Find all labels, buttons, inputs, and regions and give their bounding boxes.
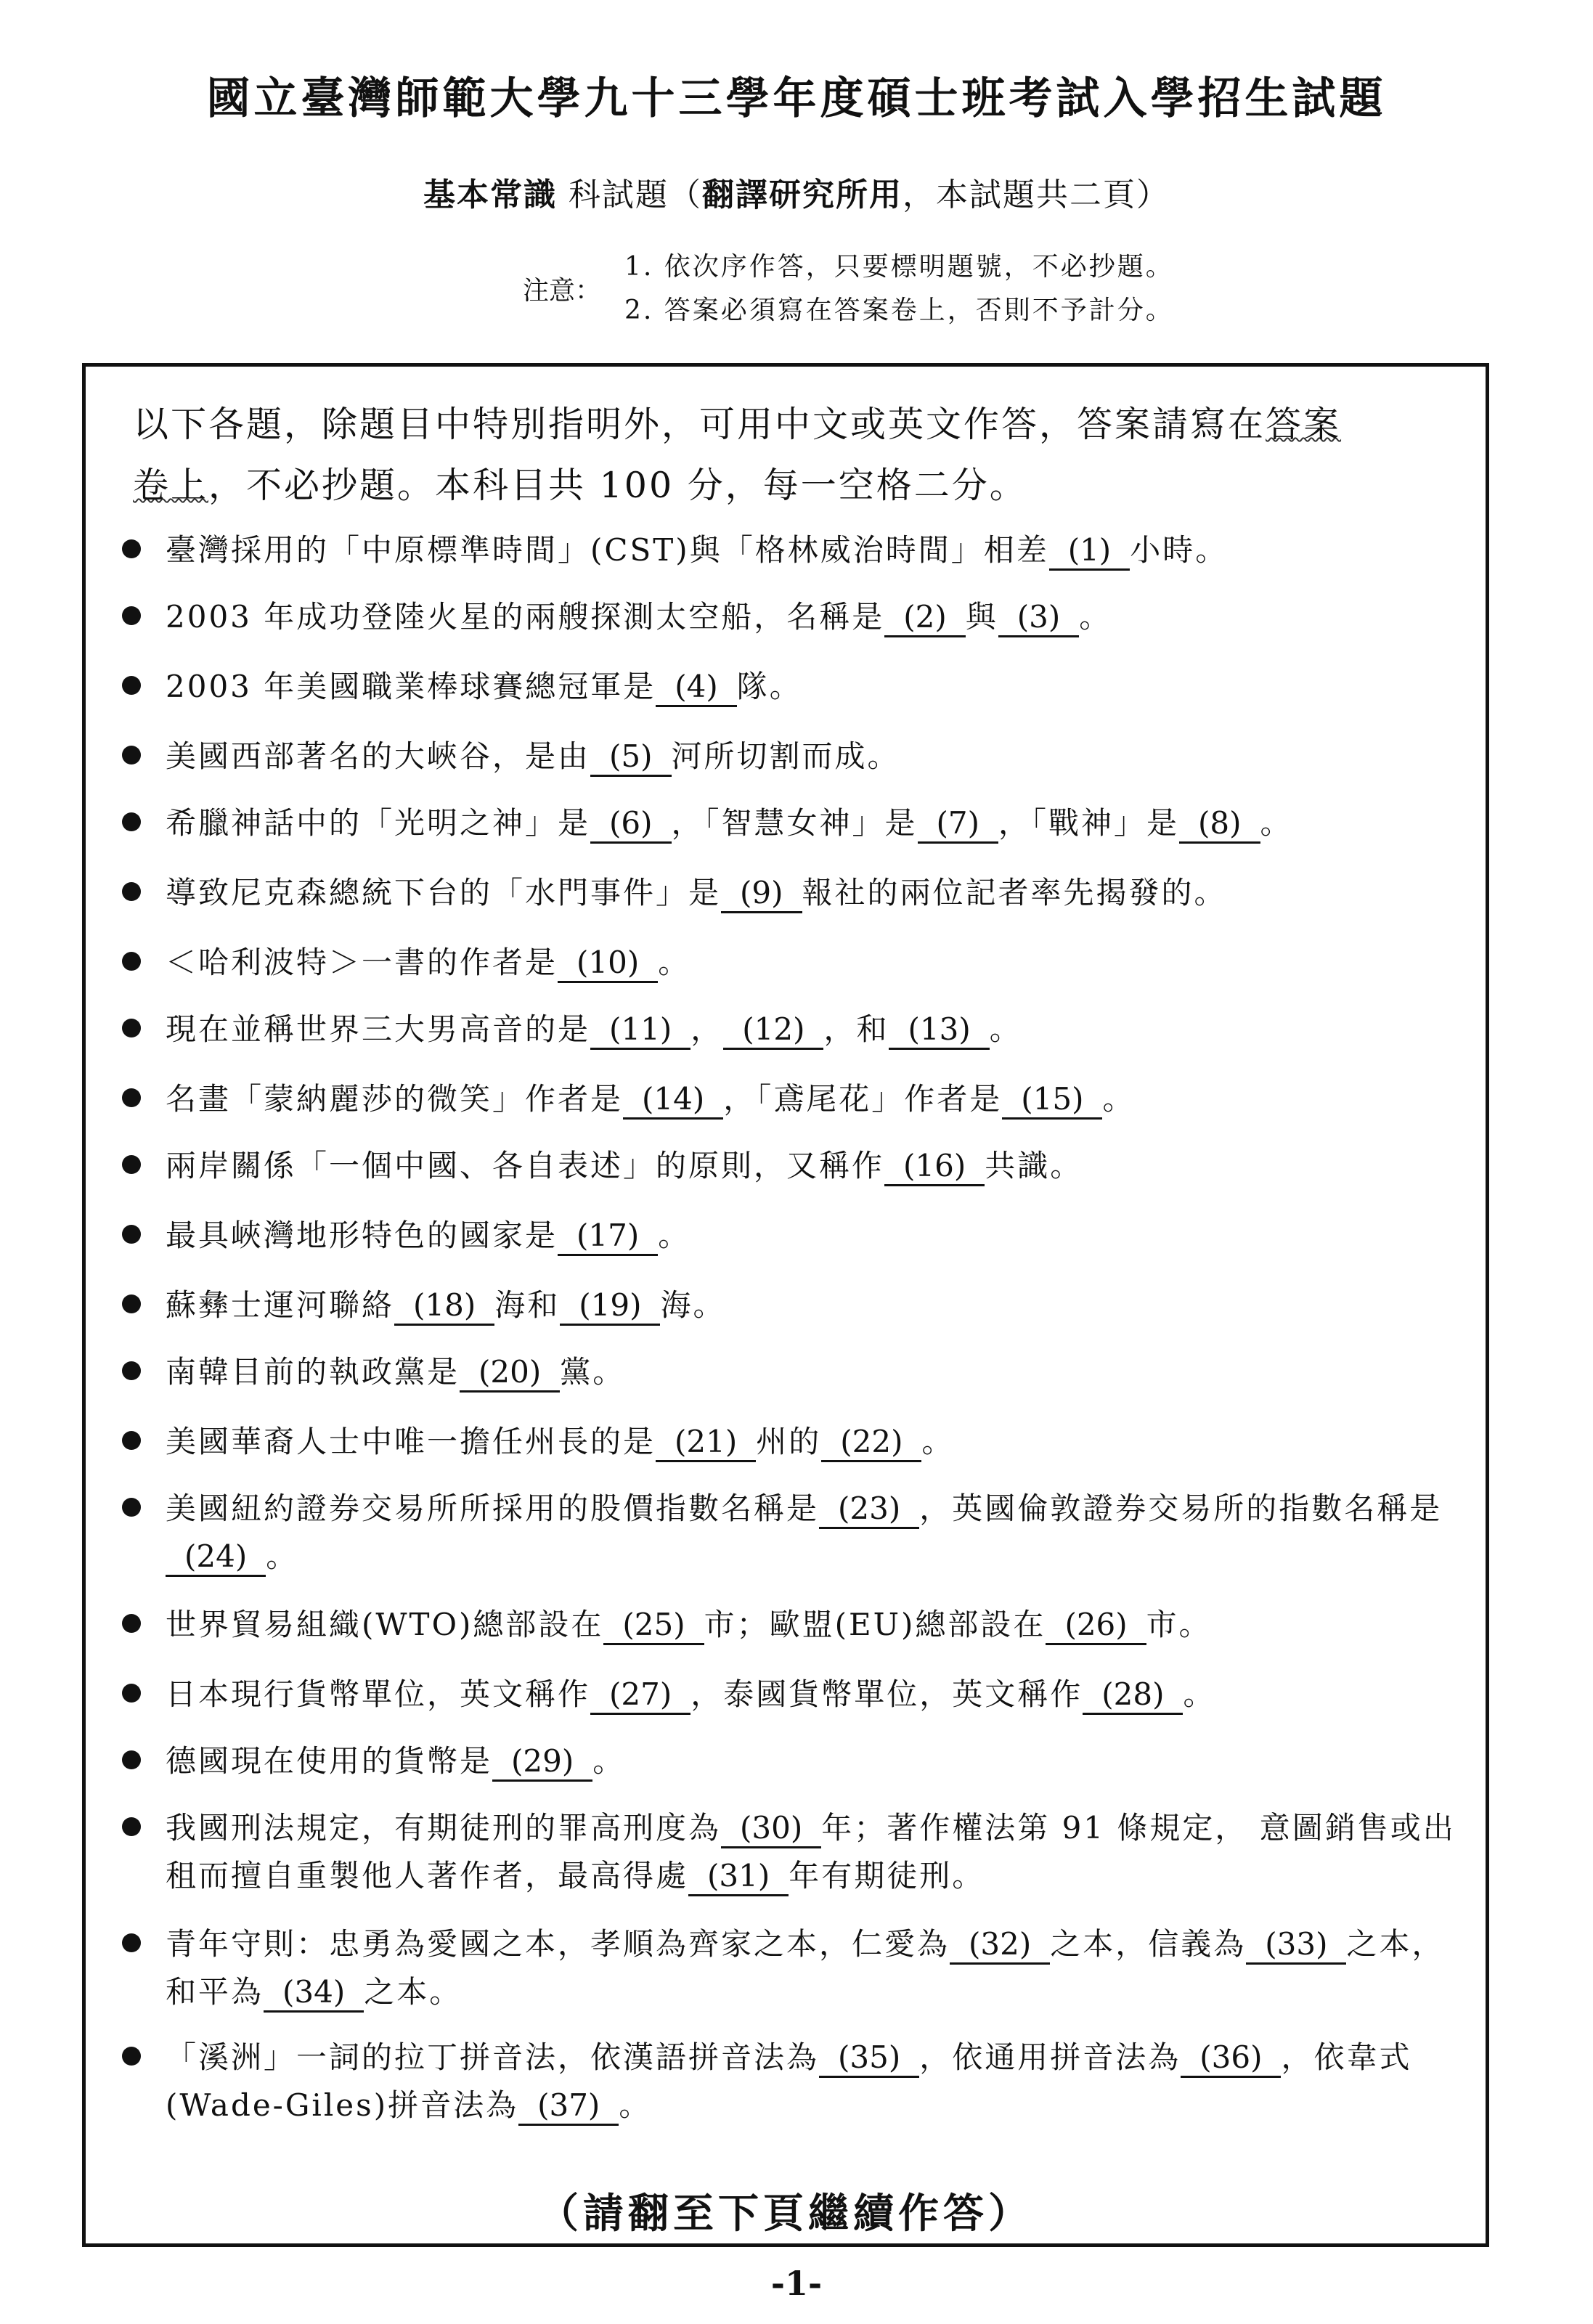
question-fragment: 年有期徒刑。 bbox=[789, 1858, 985, 1893]
question-fragment: 。 bbox=[592, 1743, 626, 1779]
bullet-icon bbox=[122, 1750, 141, 1769]
answer-blank: (3) bbox=[998, 599, 1080, 637]
answer-blank: (26) bbox=[1046, 1607, 1146, 1645]
question-fragment: 名畫「蒙納麗莎的微笑」作者是 bbox=[166, 1081, 624, 1117]
question-text bbox=[166, 1348, 1465, 1396]
question-fragment: 之本，和平為 bbox=[166, 1926, 1445, 2010]
bullet-icon bbox=[122, 1088, 141, 1107]
bullet-icon bbox=[122, 1019, 141, 1037]
question-text bbox=[166, 1671, 1465, 1718]
bullet-icon bbox=[122, 1361, 141, 1380]
bullet-icon bbox=[122, 676, 141, 695]
question-text bbox=[166, 1142, 1465, 1190]
question-item bbox=[122, 1075, 1465, 1123]
question-fragment: 「溪洲」一詞的拉丁拼音法，依漢語拼音法為 bbox=[166, 2039, 820, 2075]
answer-blank: (4) bbox=[656, 669, 737, 707]
question-fragment: 世界貿易組織(WTO)總部設在 bbox=[166, 1607, 604, 1642]
continue-note: （請翻至下頁繼續作答） bbox=[538, 2190, 1033, 2238]
question-fragment: 兩岸關係「一個中國、各自表述」的原則，又稱作 bbox=[166, 1148, 885, 1183]
question-fragment: 青年守則：忠勇為愛國之本，孝順為齊家之本，仁愛為 bbox=[166, 1926, 950, 1962]
question-fragment: ， bbox=[690, 1011, 724, 1047]
answer-blank: (16) bbox=[884, 1148, 985, 1186]
question-item bbox=[122, 1804, 1465, 1900]
question-fragment: 我國刑法規定，有期徒刑的罪高刑度為 bbox=[166, 1810, 722, 1846]
answer-blank: (35) bbox=[819, 2039, 919, 2078]
notice-items bbox=[624, 245, 1174, 333]
bullet-icon bbox=[122, 539, 141, 558]
question-fragment: 日本現行貨幣單位，英文稱作 bbox=[166, 1676, 591, 1712]
question-text bbox=[166, 799, 1465, 847]
question-fragment: 年；著作權法第 91 條規定， 意圖銷售或出租而擅自重製他人著作者，最高得處 bbox=[166, 1810, 1456, 1893]
subject-name: 基本常識 bbox=[423, 176, 557, 213]
question-text bbox=[166, 733, 1465, 780]
question-fragment: ，泰國貨幣單位，英文稱作 bbox=[690, 1676, 1083, 1712]
bullet-icon bbox=[122, 1294, 141, 1313]
question-fragment: 德國現在使用的貨幣是 bbox=[166, 1743, 493, 1779]
question-fragment: 隊。 bbox=[736, 669, 802, 704]
instructions-pre: 以下各題，除題目中特別指明外，可用中文或英文作答，答案請寫在 bbox=[133, 404, 1266, 445]
question-fragment: ，「鳶尾花」作者是 bbox=[723, 1081, 1003, 1117]
question-item bbox=[122, 869, 1465, 917]
answer-blank: (30) bbox=[721, 1810, 821, 1848]
question-item bbox=[122, 1348, 1465, 1396]
answer-blank: (23) bbox=[819, 1491, 919, 1529]
question-item bbox=[122, 733, 1465, 780]
question-fragment: 州的 bbox=[756, 1424, 822, 1459]
question-fragment: 海。 bbox=[660, 1287, 726, 1323]
answer-blank: (18) bbox=[394, 1287, 494, 1326]
question-fragment: 之本。 bbox=[364, 1974, 463, 2010]
question-text bbox=[166, 1418, 1465, 1466]
bullet-icon bbox=[122, 606, 141, 625]
question-item bbox=[122, 799, 1465, 847]
question-fragment: 。 bbox=[619, 2087, 652, 2123]
question-item bbox=[122, 1920, 1465, 2016]
question-fragment: 臺灣採用的「中原標準時間」(CST)與「格林威治時間」相差 bbox=[166, 532, 1049, 568]
question-fragment: 。 bbox=[989, 1011, 1022, 1047]
answer-blank: (36) bbox=[1181, 2039, 1281, 2078]
notice-label: 注意： bbox=[523, 276, 602, 306]
instructions-wavy-1: 答案 bbox=[1266, 404, 1342, 445]
question-fragment: 。 bbox=[658, 945, 691, 980]
answer-blank: (37) bbox=[518, 2087, 619, 2126]
instructions-post: ，不必抄題。本科目共 100 分，每一空格二分。 bbox=[208, 465, 1027, 506]
answer-blank: (14) bbox=[623, 1081, 723, 1120]
answer-blank: (5) bbox=[590, 738, 672, 777]
question-fragment: 。 bbox=[658, 1218, 691, 1253]
question-item bbox=[122, 1142, 1465, 1190]
answer-blank: (27) bbox=[590, 1676, 690, 1715]
bullet-icon bbox=[122, 746, 141, 765]
question-text bbox=[166, 1006, 1465, 1053]
answer-blank: (20) bbox=[460, 1354, 560, 1393]
answer-blank: (15) bbox=[1002, 1081, 1102, 1120]
bullet-icon bbox=[122, 1933, 141, 1952]
question-fragment: ，英國倫敦證券交易所的指數名稱是 bbox=[919, 1491, 1443, 1526]
bullet-icon bbox=[122, 1817, 141, 1836]
question-item bbox=[122, 1418, 1465, 1466]
question-item bbox=[122, 2034, 1465, 2129]
question-fragment: 最具峽灣地形特色的國家是 bbox=[166, 1218, 558, 1253]
question-text bbox=[166, 1920, 1465, 2016]
answer-blank: (17) bbox=[558, 1218, 658, 1256]
question-fragment: 美國西部著名的大峽谷，是由 bbox=[166, 738, 591, 774]
answer-blank: (2) bbox=[884, 599, 966, 637]
answer-blank: (21) bbox=[656, 1424, 756, 1462]
answer-blank: (12) bbox=[723, 1011, 823, 1050]
subject-rest: 科試題（ bbox=[557, 176, 702, 213]
question-fragment: 導致尼克森總統下台的「水門事件」是 bbox=[166, 875, 722, 910]
question-fragment: 美國紐約證券交易所所採用的股價指數名稱是 bbox=[166, 1491, 820, 1526]
answer-blank: (9) bbox=[721, 875, 802, 913]
question-item bbox=[122, 1601, 1465, 1649]
instructions-wavy-2: 卷上 bbox=[133, 465, 209, 506]
question-text bbox=[166, 593, 1465, 641]
question-fragment: ，「智慧女神」是 bbox=[671, 805, 918, 841]
answer-blank: (29) bbox=[492, 1743, 592, 1782]
bullet-icon bbox=[122, 1498, 141, 1517]
question-item bbox=[122, 1006, 1465, 1053]
page-number: -1- bbox=[770, 2264, 823, 2303]
question-box bbox=[82, 363, 1489, 2247]
bullet-icon bbox=[122, 1614, 141, 1633]
answer-blank: (33) bbox=[1246, 1926, 1346, 1965]
question-text bbox=[166, 1075, 1465, 1123]
exam-title: 國立臺灣師範大學九十三學年度碩士班考試入學招生試題 bbox=[206, 73, 1387, 124]
department-name: 翻譯研究所用 bbox=[702, 176, 903, 213]
question-fragment: 2003 年美國職業棒球賽總冠軍是 bbox=[166, 669, 656, 704]
answer-blank: (10) bbox=[558, 945, 658, 983]
answer-blank: (13) bbox=[889, 1011, 989, 1050]
question-fragment: 市。 bbox=[1146, 1607, 1212, 1642]
question-fragment: 南韓目前的執政黨是 bbox=[166, 1354, 460, 1390]
instructions bbox=[133, 394, 1462, 516]
exam-subtitle bbox=[0, 168, 1593, 215]
bullet-icon bbox=[122, 2047, 141, 2066]
question-text bbox=[166, 1737, 1465, 1785]
question-fragment: 。 bbox=[1183, 1676, 1216, 1712]
notice-item: 1. 依次序作答，只要標明題號，不必抄題。 bbox=[624, 252, 1174, 282]
question-text bbox=[166, 939, 1465, 987]
answer-blank: (11) bbox=[590, 1011, 690, 1050]
question-text bbox=[166, 869, 1465, 917]
question-text bbox=[166, 1212, 1465, 1260]
question-text bbox=[166, 1804, 1465, 1900]
answer-blank: (25) bbox=[603, 1607, 704, 1645]
answer-blank: (34) bbox=[264, 1974, 364, 2013]
question-fragment: ＜哈利波特＞一書的作者是 bbox=[166, 945, 558, 980]
question-text bbox=[166, 1485, 1465, 1581]
bullet-icon bbox=[122, 1684, 141, 1703]
bullet-icon bbox=[122, 952, 141, 971]
answer-blank: (31) bbox=[688, 1858, 789, 1896]
answer-blank: (32) bbox=[950, 1926, 1050, 1965]
question-item bbox=[122, 526, 1465, 574]
question-item bbox=[122, 1485, 1465, 1581]
answer-blank: (6) bbox=[590, 805, 672, 844]
question-fragment: ，「戰神」是 bbox=[998, 805, 1180, 841]
question-fragment: 。 bbox=[921, 1424, 955, 1459]
question-item bbox=[122, 1737, 1465, 1785]
question-fragment: 河所切割而成。 bbox=[671, 738, 900, 774]
question-item bbox=[122, 939, 1465, 987]
subject-tail: ，本試題共二頁） bbox=[903, 176, 1170, 213]
question-item bbox=[122, 1281, 1465, 1329]
question-fragment: ，依通用拼音法為 bbox=[919, 2039, 1181, 2075]
question-fragment: 2003 年成功登陸火星的兩艘探測太空船，名稱是 bbox=[166, 599, 885, 635]
notice-item: 2. 答案必須寫在答案卷上，否則不予計分。 bbox=[624, 295, 1174, 325]
question-text bbox=[166, 663, 1465, 711]
question-fragment: 美國華裔人士中唯一擔任州長的是 bbox=[166, 1424, 656, 1459]
question-fragment: 希臘神話中的「光明之神」是 bbox=[166, 805, 591, 841]
answer-blank: (1) bbox=[1049, 532, 1130, 571]
answer-blank: (8) bbox=[1179, 805, 1260, 844]
question-fragment: 。 bbox=[266, 1538, 299, 1574]
question-fragment: 報社的兩位記者率先揭發的。 bbox=[802, 875, 1227, 910]
question-fragment: 。 bbox=[1102, 1081, 1136, 1117]
question-fragment: 之本，信義為 bbox=[1050, 1926, 1247, 1962]
question-fragment: 共識。 bbox=[985, 1148, 1083, 1183]
question-text bbox=[166, 2034, 1465, 2129]
question-fragment: 海和 bbox=[494, 1287, 561, 1323]
answer-blank: (24) bbox=[166, 1538, 266, 1577]
question-item bbox=[122, 593, 1465, 641]
answer-blank: (19) bbox=[560, 1287, 660, 1326]
bullet-icon bbox=[122, 812, 141, 831]
answer-blank: (28) bbox=[1083, 1676, 1183, 1715]
bullet-icon bbox=[122, 1155, 141, 1174]
question-fragment: 。 bbox=[1260, 805, 1293, 841]
question-text bbox=[166, 526, 1465, 574]
answer-blank: (7) bbox=[918, 805, 999, 844]
bullet-icon bbox=[122, 882, 141, 901]
question-text bbox=[166, 1281, 1465, 1329]
question-fragment: 蘇彝士運河聯絡 bbox=[166, 1287, 395, 1323]
question-fragment: 小時。 bbox=[1130, 532, 1229, 568]
question-fragment: 與 bbox=[965, 599, 998, 635]
bullet-icon bbox=[122, 1431, 141, 1450]
question-fragment: ，依韋式(Wade-Giles)拼音法為 bbox=[166, 2039, 1412, 2123]
question-fragment: 市；歐盟(EU)總部設在 bbox=[704, 1607, 1046, 1642]
bullet-icon bbox=[122, 1225, 141, 1244]
question-fragment: 現在並稱世界三大男高音的是 bbox=[166, 1011, 591, 1047]
question-item bbox=[122, 1671, 1465, 1718]
question-text bbox=[166, 1601, 1465, 1649]
question-fragment: ，和 bbox=[823, 1011, 889, 1047]
question-item bbox=[122, 1212, 1465, 1260]
question-fragment: 黨。 bbox=[560, 1354, 626, 1390]
question-item bbox=[122, 663, 1465, 711]
question-fragment: 。 bbox=[1079, 599, 1112, 635]
answer-blank: (22) bbox=[821, 1424, 921, 1462]
